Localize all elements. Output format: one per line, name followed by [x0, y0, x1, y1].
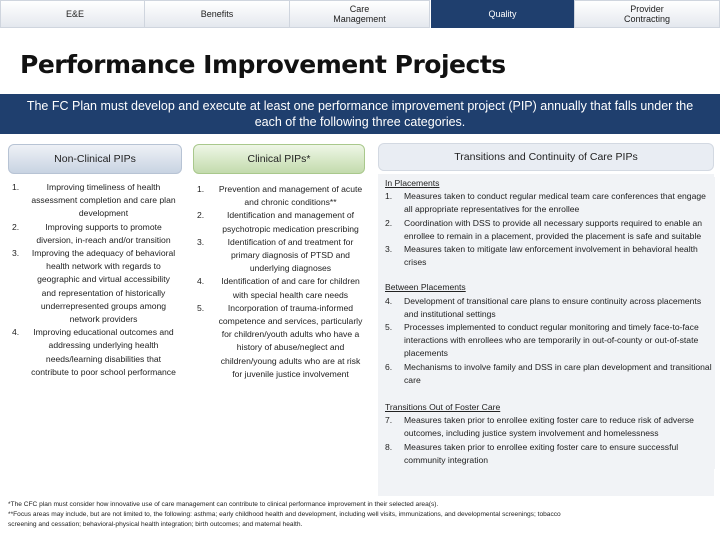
tab-quality[interactable]: Quality: [431, 0, 574, 28]
list-item: 4. Improving educational outcomes and addressing underlying health needs/learning disabilities that contribute to poor school performance: [12, 327, 176, 377]
list-item: 2. Improving supports to promote diversion, in-reach and/or transition: [12, 221, 171, 245]
footnote: **Focus areas may include, but are not limited to, the following: asthma; early childhood health and development, including well visits, immunizations, and developmental screenings; tobacco: [8, 511, 561, 518]
transitions-pips-list: [385, 177, 715, 469]
transitions-pips-header: Transitions and Continuity of Care PIPs: [378, 143, 714, 171]
clinical-pips-header: Clinical PIPs*: [193, 144, 365, 174]
list-item: 4. Identification of and care for children with special health care needs: [197, 276, 360, 300]
list-item: 7. Measures taken prior to enrollee exiting foster care to reduce risk of adverse outcomes, including justice system involvement and homelessness: [385, 415, 694, 439]
list-item: 1. Prevention and management of acute and chronic conditions**: [197, 184, 363, 208]
tab-care-management[interactable]: Care Management: [289, 0, 430, 28]
tab-ee[interactable]: E&E: [0, 0, 150, 28]
list-item: 4. Development of transitional care plans to ensure continuity across placements and institutional settings: [385, 295, 702, 319]
section-title-between-placements: Between Placements: [385, 282, 466, 293]
list-item: 5. Processes implemented to conduct regular monitoring and timely face-to-face interactions with enrollees who are temporarily in out-of-county or out-of-state placements: [385, 322, 699, 359]
non-clinical-pips-header: Non-Clinical PIPs: [8, 144, 182, 174]
tab-benefits[interactable]: Benefits: [144, 0, 290, 28]
list-item: 3. Identification of and treatment for primary diagnosis of PTSD and underlying diagnoses: [197, 236, 354, 274]
top-nav-tabs: [0, 0, 720, 28]
list-item: 1. Measures taken to conduct regular medical team care conferences that engage all appropriate representatives for the enrollee: [385, 191, 706, 215]
footnote: *The CFC plan must consider how innovative use of care management can contribute to clinical performance improvement in their selected area(s).: [8, 501, 439, 508]
clinical-pips-list: [193, 183, 365, 381]
list-item: 5. Incorporation of trauma-informed competence and services, particularly for children/youth adults who have a history of abuse/neglect and children/young adults who are at risk for juvenile justice involvement: [197, 302, 363, 379]
page-title: Performance Improvement Projects: [20, 50, 506, 79]
footnote: screening and cessation; behavioral-physical health integration; birth outcomes; and maternal health.: [8, 521, 303, 528]
list-item: 3. Improving the adequacy of behavioral health network with regards to geographic and virtual accessibility and representation of historically underrepresented groups among network providers: [12, 248, 176, 325]
section-title-transitions-out: Transitions Out of Foster Care: [385, 402, 501, 413]
list-item: 3. Measures taken to mitigate law enforcement involvement in behavioral health crises: [385, 244, 698, 268]
list-item: 2. Identification and management of psychotropic medication prescribing: [197, 210, 359, 234]
list-item: 2. Coordination with DSS to provide all necessary supports required to enable an enrollee to remain in a placement, provided the placement is safe and suitable: [385, 217, 703, 241]
section-title-in-placements: In Placements: [385, 178, 440, 188]
list-item: 8. Measures taken prior to enrollee exiting foster care to ensure successful community integration: [385, 441, 679, 465]
list-item: 1. Improving timeliness of health assessment completion and care plan development: [12, 182, 176, 219]
footnotes: [8, 500, 720, 530]
list-item: 6. Mechanisms to involve family and DSS in care plan development and transitional care: [385, 361, 712, 385]
intro-banner: The FC Plan must develop and execute at least one performance improvement project (PIP) annually that falls under the each of the following three categories.: [0, 94, 720, 134]
tab-provider-contracting[interactable]: Provider Contracting: [574, 0, 720, 28]
non-clinical-pips-list: [8, 181, 178, 379]
